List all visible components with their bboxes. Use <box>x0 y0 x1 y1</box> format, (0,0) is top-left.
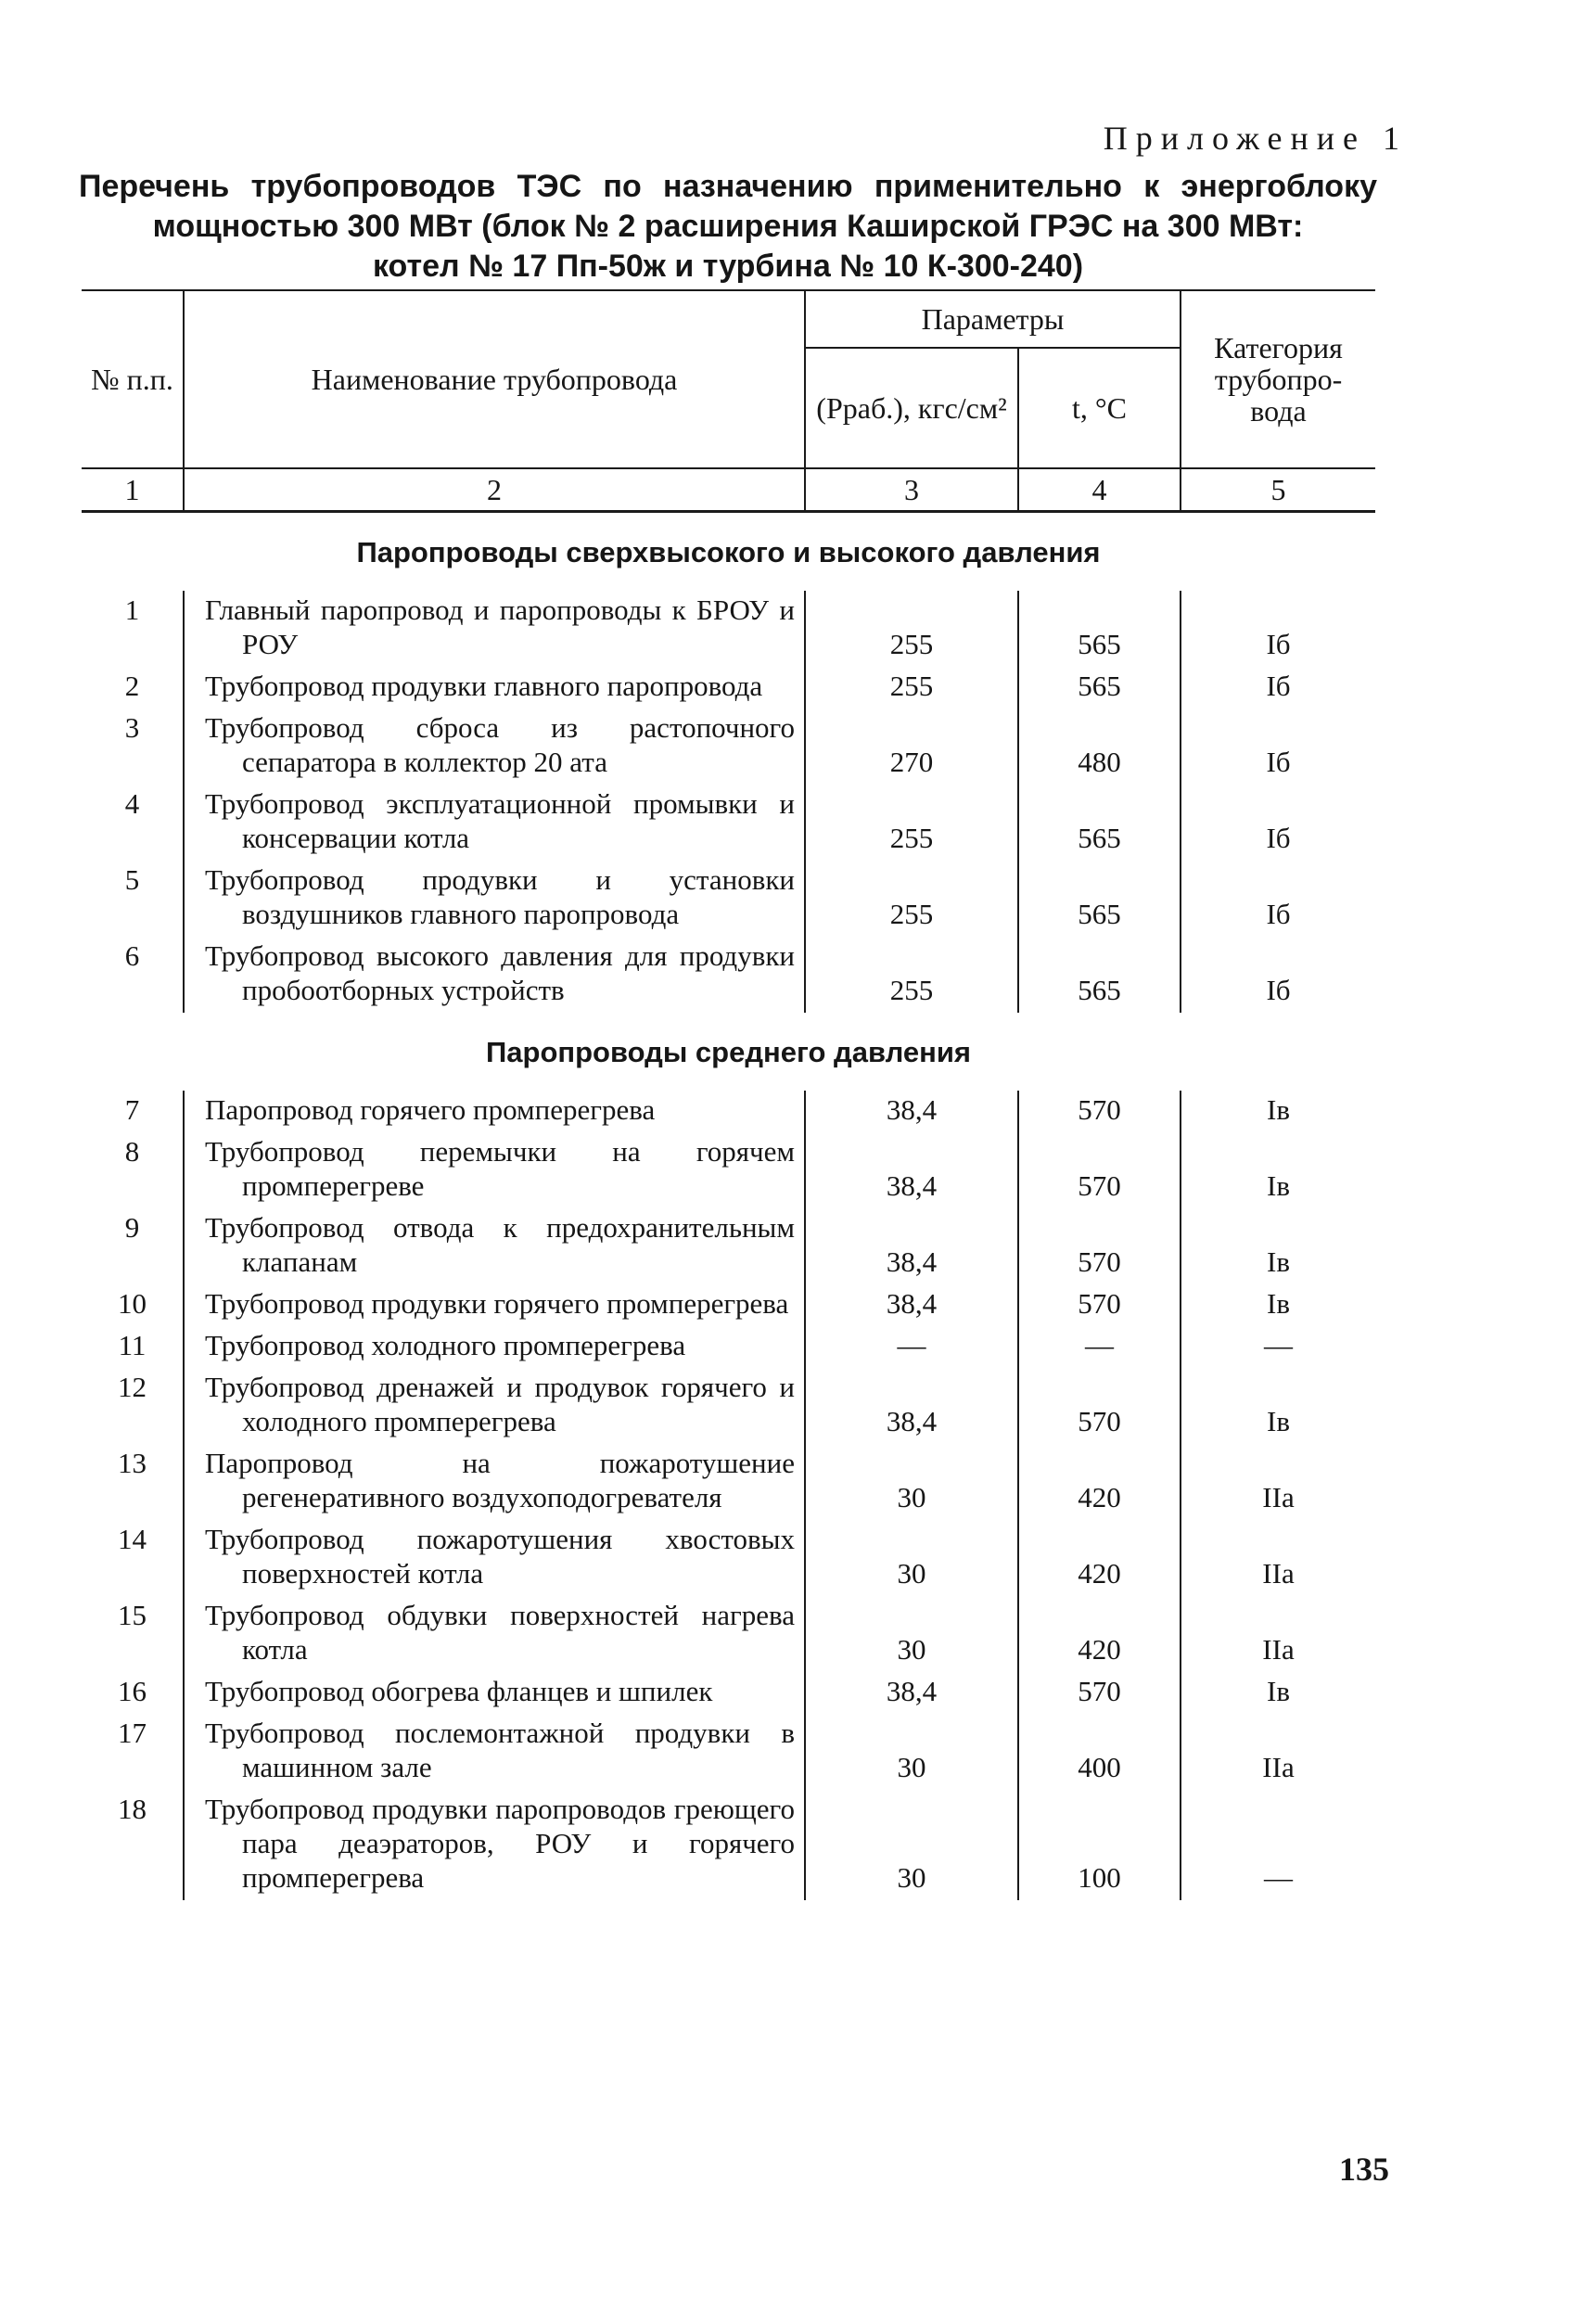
section-title: Паропроводы сверхвысокого и высокого давления <box>356 535 1101 568</box>
category-value: — <box>1181 1326 1375 1368</box>
pipeline-name-text: Трубопровод продувки паропроводов греющего пара деаэраторов, РОУ и горячего промперегрева <box>205 1793 795 1894</box>
category-value: Iв <box>1181 1208 1375 1284</box>
category-value: Iв <box>1181 1672 1375 1714</box>
header-name: Наименование трубопровода <box>184 290 805 468</box>
category-value: IIа <box>1181 1444 1375 1520</box>
temperature-value: 565 <box>1018 937 1181 1013</box>
pressure-value: 255 <box>805 591 1018 667</box>
pipeline-name <box>184 591 805 667</box>
temperature-value: 570 <box>1018 1284 1181 1326</box>
pressure-value: 38,4 <box>805 1208 1018 1284</box>
table-row <box>82 591 1375 667</box>
pipeline-name-text: Трубопровод высокого давления для продувки пробоотборных устройств <box>205 939 795 1006</box>
temperature-value: 570 <box>1018 1368 1181 1444</box>
table-row <box>82 937 1375 1013</box>
temperature-value: 565 <box>1018 785 1181 861</box>
pipeline-name-text: Паропровод горячего промперегрева <box>205 1093 656 1126</box>
pipeline-name <box>184 1790 805 1900</box>
header-no: № п.п. <box>82 290 184 468</box>
row-number: 11 <box>118 1329 147 1361</box>
appendix-label: Приложение 1 <box>1103 120 1408 157</box>
row-number: 15 <box>118 1599 147 1631</box>
pressure-value: 270 <box>805 709 1018 785</box>
pipeline-name <box>184 937 805 1013</box>
section-row <box>82 512 1375 592</box>
row-number: 17 <box>118 1717 147 1749</box>
document-title <box>79 167 1377 287</box>
category-value: Iб <box>1181 861 1375 937</box>
category-value: Iб <box>1181 709 1375 785</box>
pipeline-name-text: Трубопровод продувки и установки воздушников главного паропровода <box>205 863 795 930</box>
category-value: Iб <box>1181 591 1375 667</box>
pressure-value: 38,4 <box>805 1091 1018 1132</box>
col-number-4: 4 <box>1018 468 1181 512</box>
category-value: Iб <box>1181 937 1375 1013</box>
pipeline-table <box>82 289 1375 1900</box>
pressure-value: 30 <box>805 1790 1018 1900</box>
page-number: 135 <box>1339 2151 1389 2188</box>
pipeline-name-text: Трубопровод дренажей и продувок горячего и холодного промперегрева <box>205 1371 795 1437</box>
pipeline-name-text: Трубопровод продувки горячего промперегрева <box>205 1287 789 1320</box>
row-number: 5 <box>124 863 140 896</box>
category-value: IIа <box>1181 1596 1375 1672</box>
col-number-3: 3 <box>805 468 1018 512</box>
pipeline-name <box>184 1444 805 1520</box>
category-value: Iв <box>1181 1091 1375 1132</box>
table-row <box>82 861 1375 937</box>
temperature-value: 570 <box>1018 1132 1181 1208</box>
header-params: Параметры <box>805 290 1181 348</box>
temperature-value: — <box>1018 1326 1181 1368</box>
category-value: Iв <box>1181 1284 1375 1326</box>
pressure-value: 255 <box>805 861 1018 937</box>
table-row <box>82 667 1375 709</box>
temperature-value: 100 <box>1018 1790 1181 1900</box>
pipeline-name <box>184 1672 805 1714</box>
temperature-value: 400 <box>1018 1714 1181 1790</box>
pipeline-name-text: Трубопровод сброса из растопочного сепаратора в коллектор 20 ата <box>205 711 795 778</box>
table-row <box>82 1672 1375 1714</box>
pipeline-name <box>184 1208 805 1284</box>
table-row <box>82 1284 1375 1326</box>
row-number: 3 <box>124 711 140 744</box>
temperature-value: 570 <box>1018 1208 1181 1284</box>
pressure-value: 38,4 <box>805 1368 1018 1444</box>
temperature-value: 565 <box>1018 667 1181 709</box>
pipeline-name <box>184 861 805 937</box>
temperature-value: 420 <box>1018 1444 1181 1520</box>
temperature-value: 420 <box>1018 1520 1181 1596</box>
pipeline-name <box>184 709 805 785</box>
section-row <box>82 1013 1375 1091</box>
pressure-value: 38,4 <box>805 1132 1018 1208</box>
row-number: 12 <box>118 1371 147 1403</box>
pipeline-name <box>184 667 805 709</box>
table-row <box>82 709 1375 785</box>
row-number: 6 <box>124 939 140 972</box>
row-number: 1 <box>124 594 140 626</box>
category-value: IIа <box>1181 1520 1375 1596</box>
pipeline-name-text: Трубопровод отвода к предохранительным клапанам <box>205 1211 795 1278</box>
col-number-1: 1 <box>82 468 184 512</box>
section-title: Паропроводы среднего давления <box>485 1035 971 1068</box>
table-row <box>82 1208 1375 1284</box>
table-row <box>82 1714 1375 1790</box>
row-number: 10 <box>118 1287 147 1320</box>
pipeline-name-text: Трубопровод продувки главного паропровода <box>205 670 763 702</box>
title-line-2: мощностью 300 МВт (блок № 2 расширения Каширской ГРЭС на 300 МВт: <box>152 209 1304 244</box>
temperature-value: 480 <box>1018 709 1181 785</box>
table-row <box>82 1326 1375 1368</box>
pipeline-name <box>184 1368 805 1444</box>
col-number-2: 2 <box>184 468 805 512</box>
temperature-value: 570 <box>1018 1672 1181 1714</box>
table-row <box>82 785 1375 861</box>
row-number: 4 <box>124 787 140 820</box>
pipeline-name-text: Паропровод на пожаротушение регенеративного воздухоподогревателя <box>205 1447 795 1513</box>
table-row <box>82 1368 1375 1444</box>
pipeline-name-text: Трубопровод послемонтажной продувки в машинном зале <box>205 1717 795 1783</box>
pipeline-name <box>184 1326 805 1368</box>
pipeline-name-text: Трубопровод обдувки поверхностей нагрева котла <box>205 1599 795 1666</box>
pressure-value: 30 <box>805 1444 1018 1520</box>
category-value: Iб <box>1181 785 1375 861</box>
pipeline-name <box>184 1520 805 1596</box>
header-temperature: t, °C <box>1018 348 1181 468</box>
table-body <box>82 512 1375 1901</box>
table-row <box>82 1596 1375 1672</box>
pipeline-name <box>184 1714 805 1790</box>
category-value: Iв <box>1181 1368 1375 1444</box>
table-header <box>82 290 1375 512</box>
row-number: 14 <box>118 1523 147 1555</box>
temperature-value: 565 <box>1018 861 1181 937</box>
category-value: Iв <box>1181 1132 1375 1208</box>
pipeline-name <box>184 1091 805 1132</box>
table-row <box>82 1444 1375 1520</box>
header-pressure: (Pраб.), кгс/см² <box>805 348 1018 468</box>
row-number: 8 <box>124 1135 140 1168</box>
table-row <box>82 1790 1375 1900</box>
pressure-value: 30 <box>805 1596 1018 1672</box>
pressure-value: — <box>805 1326 1018 1368</box>
temperature-value: 570 <box>1018 1091 1181 1132</box>
title-line-1: Перечень трубопроводов ТЭС по назначению применительно к энергоблоку <box>79 169 1377 204</box>
pipeline-name-text: Трубопровод холодного промперегрева <box>205 1329 686 1361</box>
row-number: 13 <box>118 1447 147 1479</box>
category-value: IIа <box>1181 1714 1375 1790</box>
pipeline-name-text: Трубопровод пожаротушения хвостовых поверхностей котла <box>205 1523 795 1590</box>
pressure-value: 255 <box>805 785 1018 861</box>
row-number: 9 <box>124 1211 140 1244</box>
pressure-value: 30 <box>805 1520 1018 1596</box>
pipeline-name <box>184 785 805 861</box>
header-category: Категория трубопро-вода <box>1181 290 1375 468</box>
pressure-value: 255 <box>805 667 1018 709</box>
row-number: 18 <box>118 1793 147 1825</box>
pipeline-name <box>184 1284 805 1326</box>
pipeline-name-text: Трубопровод перемычки на горячем промперегреве <box>205 1135 795 1202</box>
pipeline-name <box>184 1132 805 1208</box>
pressure-value: 38,4 <box>805 1672 1018 1714</box>
temperature-value: 420 <box>1018 1596 1181 1672</box>
row-number: 2 <box>124 670 140 702</box>
row-number: 16 <box>118 1675 147 1707</box>
temperature-value: 565 <box>1018 591 1181 667</box>
pipeline-name-text: Трубопровод обогрева фланцев и шпилек <box>205 1675 713 1707</box>
col-number-5: 5 <box>1181 468 1375 512</box>
pipeline-name <box>184 1596 805 1672</box>
table-row <box>82 1132 1375 1208</box>
table-row <box>82 1091 1375 1132</box>
category-value: Iб <box>1181 667 1375 709</box>
pressure-value: 30 <box>805 1714 1018 1790</box>
pressure-value: 38,4 <box>805 1284 1018 1326</box>
title-line-3: котел № 17 Пп-50ж и турбина № 10 К-300-240) <box>372 249 1084 284</box>
table-row <box>82 1520 1375 1596</box>
category-value: — <box>1181 1790 1375 1900</box>
row-number: 7 <box>124 1093 140 1126</box>
pressure-value: 255 <box>805 937 1018 1013</box>
pipeline-name-text: Трубопровод эксплуатационной промывки и консервации котла <box>205 787 795 854</box>
pipeline-name-text: Главный паропровод и паропроводы к БРОУ и РОУ <box>205 594 795 660</box>
